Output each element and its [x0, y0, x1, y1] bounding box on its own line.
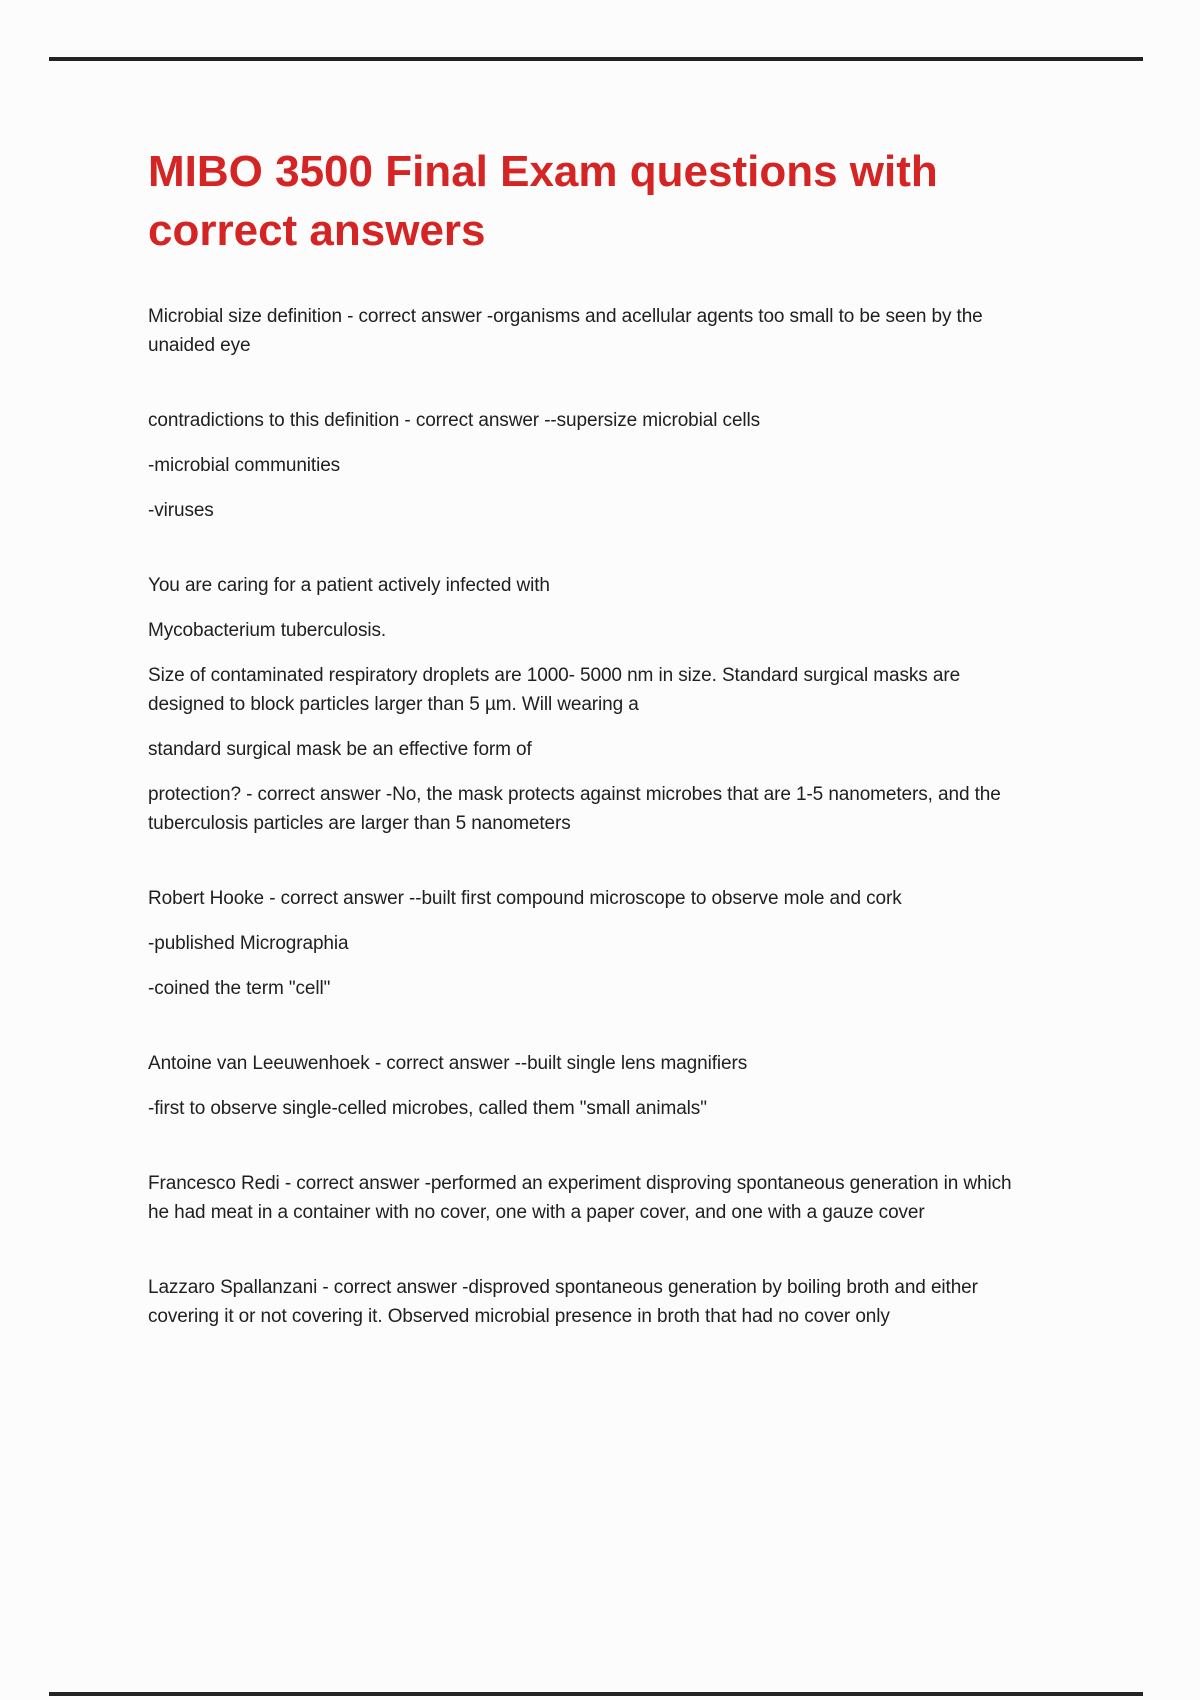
- paragraph: [148, 616, 1100, 645]
- text-line: -viruses: [148, 500, 214, 521]
- paragraph: [148, 780, 1100, 838]
- text-line: Antoine van Leeuwenhoek - correct answer --built single lens magnifiers: [148, 1053, 748, 1074]
- page-title: [148, 142, 1100, 260]
- text-line: covering it or not covering it. Observed microbial presence in broth that had no cover only: [148, 1306, 890, 1327]
- qa-block: [148, 406, 1100, 525]
- page-title-line: correct answers: [148, 206, 486, 255]
- text-line: tuberculosis particles are larger than 5 nanometers: [148, 813, 571, 834]
- paragraph: [148, 1049, 1100, 1078]
- text-line: Size of contaminated respiratory droplets are 1000- 5000 nm in size. Standard surgical masks are: [148, 665, 961, 686]
- text-line: -first to observe single-celled microbes, called them "small animals": [148, 1098, 707, 1119]
- content-blocks: [148, 302, 1100, 1331]
- paragraph: [148, 1094, 1100, 1123]
- paragraph: [148, 571, 1100, 600]
- paragraph: [148, 451, 1100, 480]
- text-line: designed to block particles larger than 5 µm. Will wearing a: [148, 694, 639, 715]
- paragraph: [148, 974, 1100, 1003]
- qa-block: [148, 571, 1100, 838]
- text-line: unaided eye: [148, 335, 251, 356]
- text-line: You are caring for a patient actively infected with: [148, 575, 550, 596]
- qa-block: [148, 1273, 1100, 1331]
- text-line: Microbial size definition - correct answer -organisms and acellular agents too small to be seen by the: [148, 306, 983, 327]
- text-line: Mycobacterium tuberculosis.: [148, 620, 387, 641]
- page-content: [148, 0, 1100, 1347]
- bottom-horizontal-rule: [49, 1692, 1143, 1696]
- text-line: Lazzaro Spallanzani - correct answer -disproved spontaneous generation by boiling broth and either: [148, 1277, 978, 1298]
- text-line: -published Micrographia: [148, 933, 349, 954]
- paragraph: [148, 661, 1100, 719]
- text-line: protection? - correct answer -No, the mask protects against microbes that are 1-5 nanometers, and the: [148, 784, 1001, 805]
- paragraph: [148, 735, 1100, 764]
- page-title-line: MIBO 3500 Final Exam questions with: [148, 147, 938, 196]
- paragraph: [148, 1169, 1100, 1227]
- paragraph: [148, 1273, 1100, 1331]
- text-line: Robert Hooke - correct answer --built first compound microscope to observe mole and cork: [148, 888, 902, 909]
- paragraph: [148, 496, 1100, 525]
- text-line: standard surgical mask be an effective form of: [148, 739, 532, 760]
- text-line: -coined the term "cell": [148, 978, 331, 999]
- paragraph: [148, 929, 1100, 958]
- text-line: -microbial communities: [148, 455, 341, 476]
- paragraph: [148, 302, 1100, 360]
- text-line: he had meat in a container with no cover, one with a paper cover, and one with a gauze cover: [148, 1202, 925, 1223]
- text-line: Francesco Redi - correct answer -performed an experiment disproving spontaneous generation in which: [148, 1173, 1012, 1194]
- paragraph: [148, 884, 1100, 913]
- qa-block: [148, 1169, 1100, 1227]
- qa-block: [148, 884, 1100, 1003]
- qa-block: [148, 302, 1100, 360]
- paragraph: [148, 406, 1100, 435]
- qa-block: [148, 1049, 1100, 1123]
- text-line: contradictions to this definition - correct answer --supersize microbial cells: [148, 410, 761, 431]
